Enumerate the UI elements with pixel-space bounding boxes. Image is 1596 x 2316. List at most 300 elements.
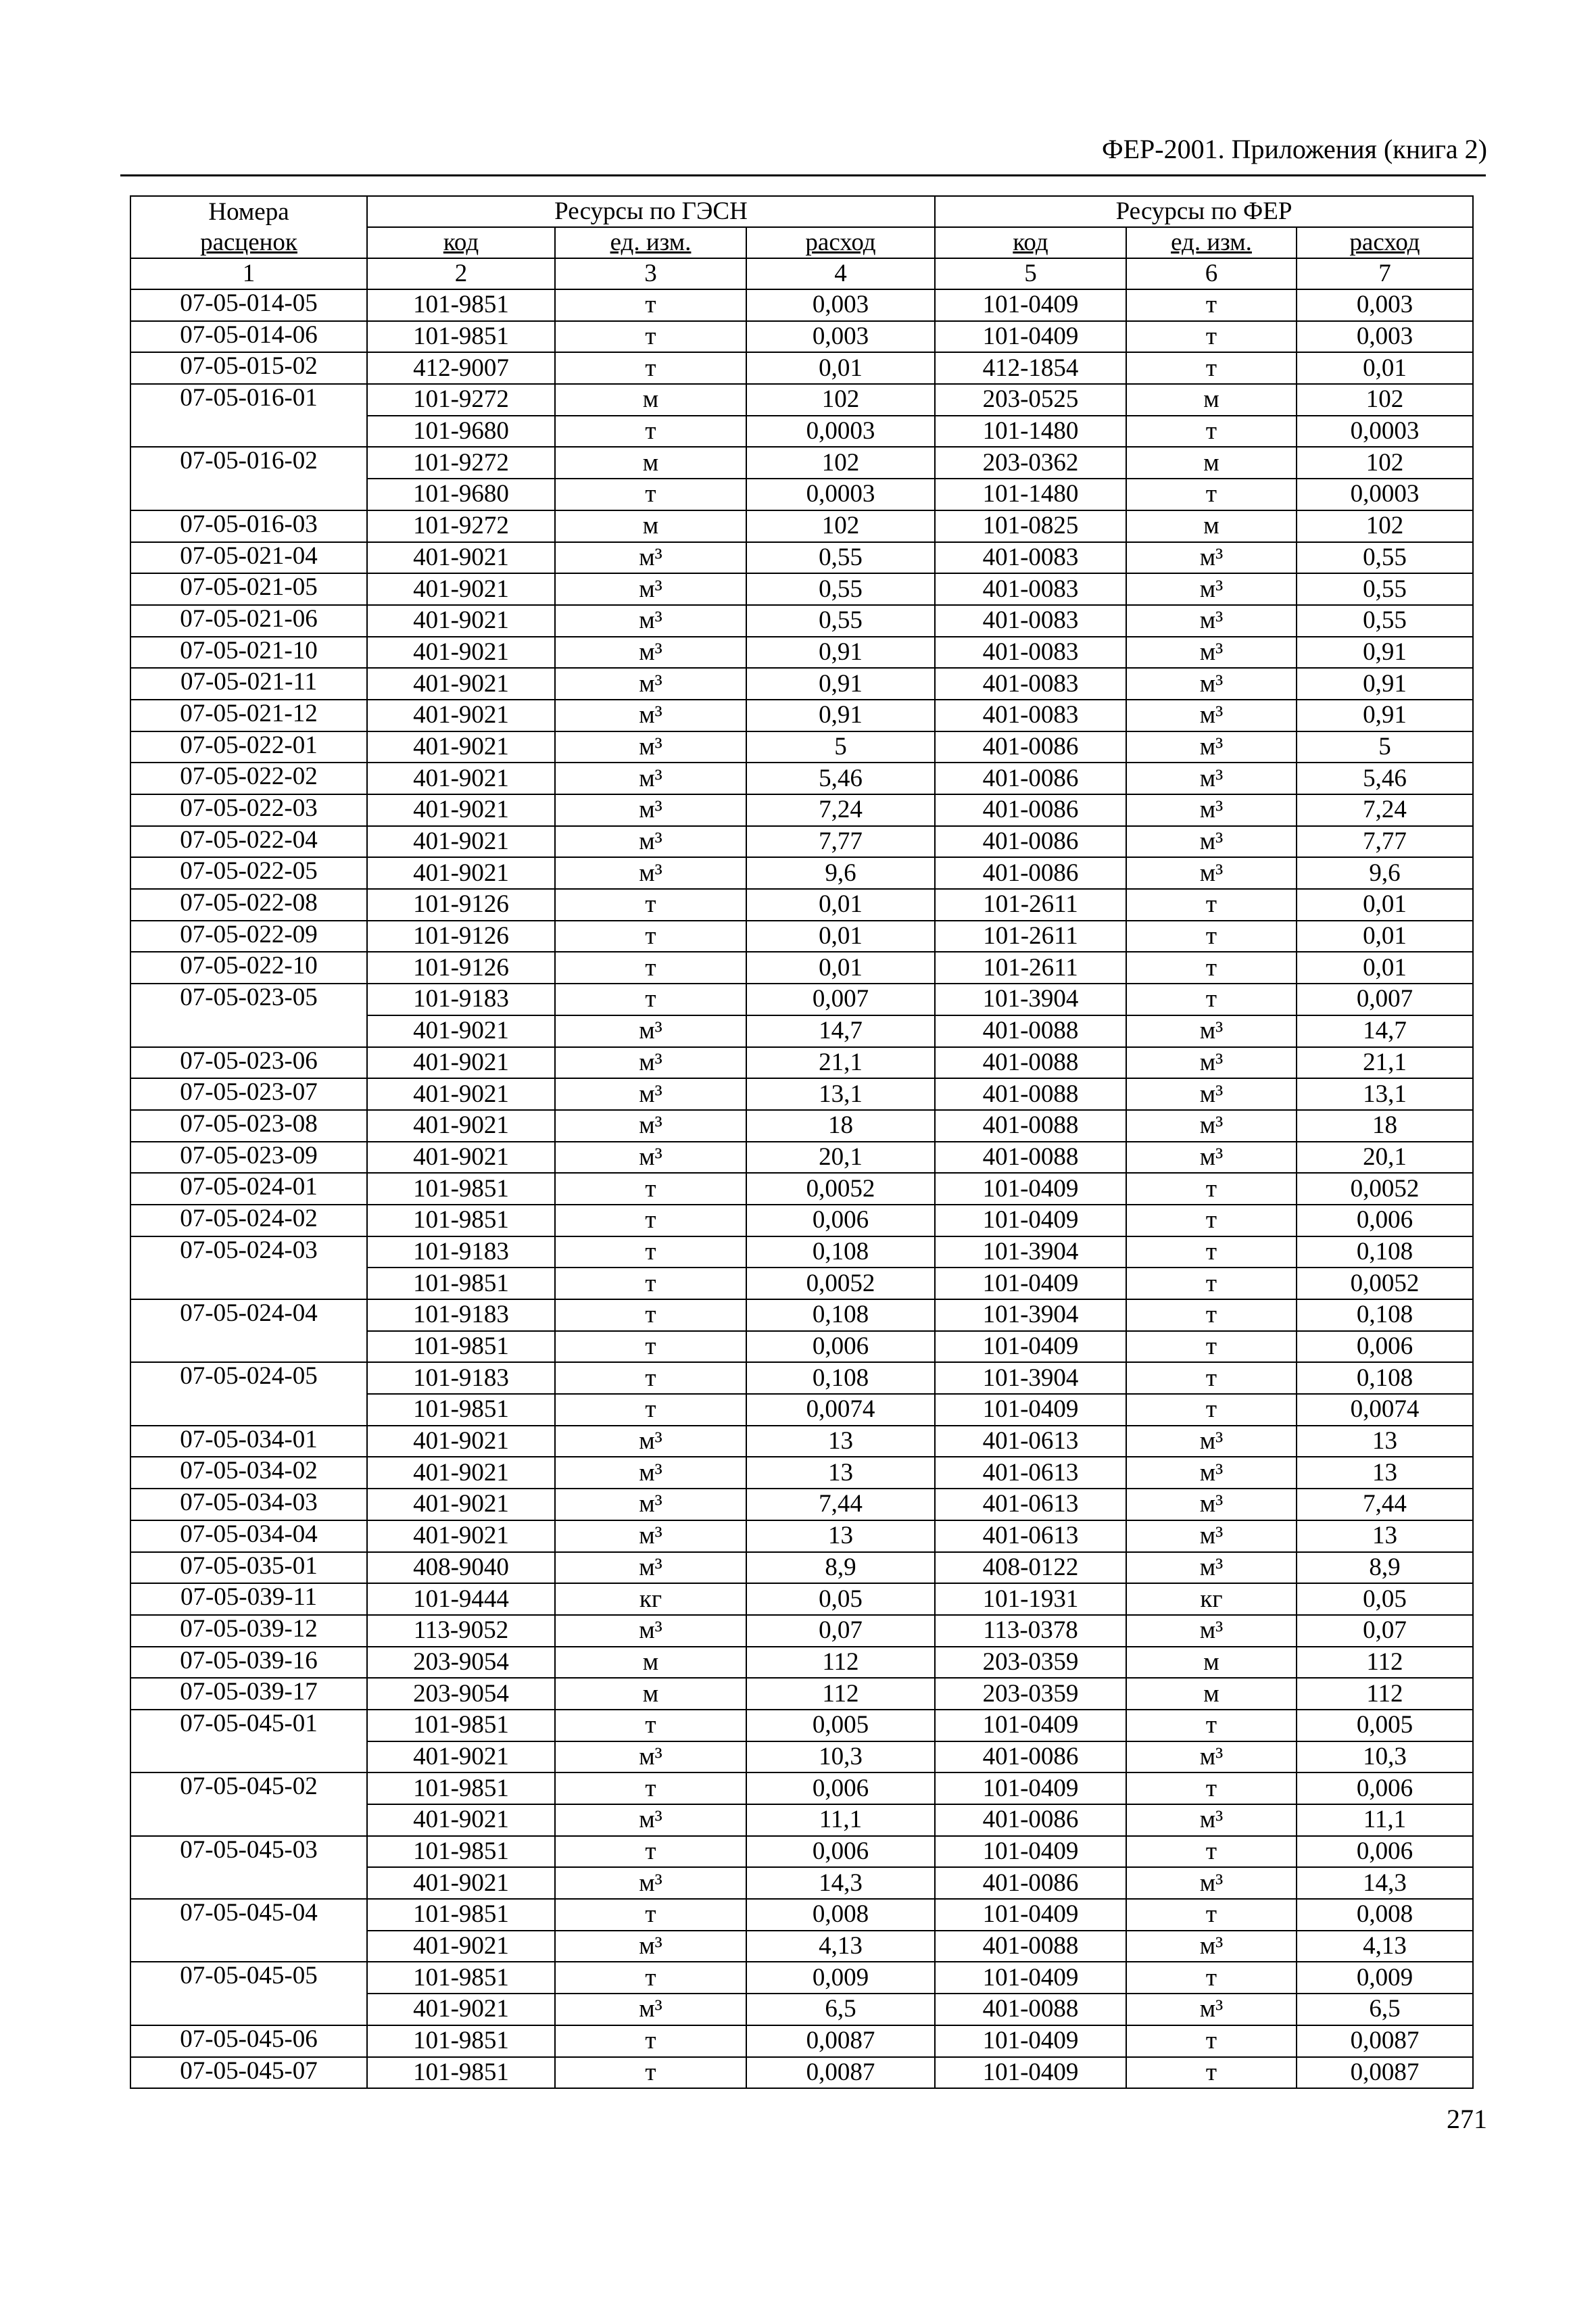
gesn-unit-cell: т xyxy=(555,1394,746,1426)
gesn-unit-cell: т xyxy=(555,479,746,510)
gesn-qty-cell: 0,0003 xyxy=(746,416,935,448)
gesn-unit-cell: т xyxy=(555,1962,746,1994)
fer-unit-cell: т xyxy=(1126,289,1297,321)
rate-number-cell: 07-05-024-05 xyxy=(130,1362,367,1394)
rate-number-cell: 07-05-021-12 xyxy=(130,700,367,731)
gesn-code-cell: 401-9021 xyxy=(367,1804,555,1836)
fer-code-cell: 401-0088 xyxy=(935,1015,1126,1047)
gesn-code-cell: 401-9021 xyxy=(367,1457,555,1489)
gesn-code-cell: 101-9851 xyxy=(367,1772,555,1804)
gesn-code-cell: 101-9126 xyxy=(367,952,555,984)
fer-code-cell: 101-0409 xyxy=(935,2025,1126,2057)
rate-number-cell xyxy=(130,416,367,448)
gesn-unit-cell: т xyxy=(555,289,746,321)
gesn-qty-cell: 102 xyxy=(746,384,935,416)
fer-unit-cell: м³ xyxy=(1126,700,1297,731)
gesn-unit-cell: т xyxy=(555,921,746,952)
fer-qty-cell: 0,003 xyxy=(1297,321,1473,353)
rates-header-label: расценок xyxy=(200,228,297,256)
fer-code-cell: 401-0088 xyxy=(935,1994,1126,2025)
gesn-qty-header xyxy=(746,227,935,258)
gesn-unit-cell: м³ xyxy=(555,763,746,794)
gesn-unit-cell: м³ xyxy=(555,1994,746,2025)
gesn-unit-cell: м³ xyxy=(555,637,746,669)
fer-qty-cell: 0,108 xyxy=(1297,1362,1473,1394)
fer-qty-cell: 0,07 xyxy=(1297,1615,1473,1647)
fer-qty-cell: 0,91 xyxy=(1297,700,1473,731)
fer-qty-cell: 18 xyxy=(1297,1110,1473,1142)
gesn-code-cell: 401-9021 xyxy=(367,1078,555,1110)
gesn-qty-label: расход xyxy=(805,228,876,256)
gesn-code-cell: 401-9021 xyxy=(367,1520,555,1552)
header-row-1 xyxy=(130,196,1473,227)
fer-qty-cell: 0,55 xyxy=(1297,573,1473,605)
fer-qty-cell: 8,9 xyxy=(1297,1552,1473,1584)
table-row xyxy=(130,1362,1473,1394)
gesn-code-cell: 101-9851 xyxy=(367,1268,555,1299)
gesn-unit-cell: м xyxy=(555,447,746,479)
gesn-code-cell: 101-9444 xyxy=(367,1583,555,1615)
fer-code-cell: 401-0086 xyxy=(935,1741,1126,1773)
gesn-qty-cell: 0,006 xyxy=(746,1836,935,1868)
fer-qty-cell: 0,0003 xyxy=(1297,416,1473,448)
table-row xyxy=(130,794,1473,826)
table-row xyxy=(130,1867,1473,1899)
gesn-unit-cell: т xyxy=(555,1205,746,1236)
gesn-code-cell: 101-9851 xyxy=(367,1962,555,1994)
table-row xyxy=(130,1520,1473,1552)
gesn-unit-cell: м³ xyxy=(555,1931,746,1962)
gesn-code-cell: 401-9021 xyxy=(367,1015,555,1047)
gesn-qty-cell: 8,9 xyxy=(746,1552,935,1584)
table-row xyxy=(130,289,1473,321)
table-row xyxy=(130,1047,1473,1079)
rate-number-cell: 07-05-045-02 xyxy=(130,1772,367,1804)
fer-code-cell: 401-0613 xyxy=(935,1489,1126,1520)
gesn-code-header xyxy=(367,227,555,258)
gesn-code-cell: 101-9851 xyxy=(367,2025,555,2057)
fer-qty-cell: 21,1 xyxy=(1297,1047,1473,1079)
gesn-qty-cell: 0,05 xyxy=(746,1583,935,1615)
gesn-qty-cell: 0,0087 xyxy=(746,2057,935,2089)
gesn-qty-cell: 0,01 xyxy=(746,352,935,384)
fer-code-cell: 401-0086 xyxy=(935,1867,1126,1899)
fer-code-cell: 101-0409 xyxy=(935,1710,1126,1741)
rate-number-cell: 07-05-022-05 xyxy=(130,857,367,889)
gesn-code-cell: 101-9272 xyxy=(367,447,555,479)
fer-code-cell: 401-0083 xyxy=(935,573,1126,605)
fer-qty-cell: 0,0074 xyxy=(1297,1394,1473,1426)
fer-unit-cell: т xyxy=(1126,1299,1297,1331)
rate-number-cell: 07-05-039-16 xyxy=(130,1647,367,1679)
fer-unit-header xyxy=(1126,227,1297,258)
gesn-qty-cell: 0,55 xyxy=(746,605,935,637)
gesn-unit-cell: т xyxy=(555,1772,746,1804)
gesn-qty-cell: 7,24 xyxy=(746,794,935,826)
fer-code-cell: 401-0086 xyxy=(935,794,1126,826)
table-row xyxy=(130,447,1473,479)
gesn-qty-cell: 18 xyxy=(746,1110,935,1142)
fer-qty-cell: 0,01 xyxy=(1297,952,1473,984)
fer-code-cell: 401-0088 xyxy=(935,1931,1126,1962)
fer-qty-label: расход xyxy=(1349,228,1420,256)
fer-code-cell: 101-0409 xyxy=(935,1173,1126,1205)
gesn-code-cell: 401-9021 xyxy=(367,857,555,889)
rate-number-cell: 07-05-021-05 xyxy=(130,573,367,605)
rate-number-cell xyxy=(130,1394,367,1426)
gesn-unit-cell: м xyxy=(555,1647,746,1679)
fer-unit-cell: т xyxy=(1126,1268,1297,1299)
table-row xyxy=(130,1804,1473,1836)
fer-unit-cell: м³ xyxy=(1126,605,1297,637)
gesn-qty-cell: 0,003 xyxy=(746,321,935,353)
gesn-qty-cell: 0,91 xyxy=(746,668,935,700)
fer-unit-cell: т xyxy=(1126,2057,1297,2089)
table-row xyxy=(130,1299,1473,1331)
fer-qty-cell: 0,0087 xyxy=(1297,2057,1473,2089)
gesn-unit-cell: т xyxy=(555,1899,746,1931)
rate-number-cell xyxy=(130,1931,367,1962)
gesn-qty-cell: 0,55 xyxy=(746,542,935,574)
table-row xyxy=(130,479,1473,510)
fer-code-cell: 101-1480 xyxy=(935,416,1126,448)
gesn-qty-cell: 0,01 xyxy=(746,921,935,952)
table-row xyxy=(130,1994,1473,2025)
gesn-unit-cell: м³ xyxy=(555,1615,746,1647)
rate-number-cell: 07-05-024-04 xyxy=(130,1299,367,1331)
gesn-code-cell: 401-9021 xyxy=(367,1741,555,1773)
gesn-qty-cell: 0,008 xyxy=(746,1899,935,1931)
gesn-unit-label: ед. изм. xyxy=(610,228,692,256)
gesn-group-header: Ресурсы по ГЭСН xyxy=(367,196,935,227)
gesn-code-cell: 401-9021 xyxy=(367,605,555,637)
fer-unit-cell: м³ xyxy=(1126,542,1297,574)
fer-unit-cell: м³ xyxy=(1126,1867,1297,1899)
gesn-unit-cell: м³ xyxy=(555,826,746,858)
gesn-code-cell: 203-9054 xyxy=(367,1647,555,1679)
fer-qty-cell: 11,1 xyxy=(1297,1804,1473,1836)
table-row xyxy=(130,1015,1473,1047)
fer-code-cell: 101-3904 xyxy=(935,1362,1126,1394)
col-number: 7 xyxy=(1297,258,1473,289)
rate-number-cell: 07-05-023-08 xyxy=(130,1110,367,1142)
gesn-code-cell: 101-9851 xyxy=(367,1710,555,1741)
gesn-qty-cell: 7,44 xyxy=(746,1489,935,1520)
gesn-unit-cell: т xyxy=(555,321,746,353)
gesn-unit-cell: м³ xyxy=(555,1804,746,1836)
fer-qty-cell: 0,006 xyxy=(1297,1836,1473,1868)
fer-code-cell: 101-0409 xyxy=(935,1268,1126,1299)
gesn-qty-cell: 9,6 xyxy=(746,857,935,889)
table-row xyxy=(130,605,1473,637)
rates-header-bottom xyxy=(130,227,367,258)
gesn-code-cell: 101-9183 xyxy=(367,984,555,1015)
fer-unit-cell: м xyxy=(1126,384,1297,416)
gesn-code-cell: 401-9021 xyxy=(367,1489,555,1520)
gesn-qty-cell: 0,91 xyxy=(746,700,935,731)
gesn-code-cell: 401-9021 xyxy=(367,731,555,763)
gesn-unit-cell: м³ xyxy=(555,668,746,700)
rate-number-cell: 07-05-022-04 xyxy=(130,826,367,858)
fer-code-cell: 408-0122 xyxy=(935,1552,1126,1584)
fer-unit-cell: м³ xyxy=(1126,1015,1297,1047)
fer-code-cell: 101-3904 xyxy=(935,984,1126,1015)
fer-code-cell: 401-0086 xyxy=(935,826,1126,858)
gesn-qty-cell: 0,01 xyxy=(746,952,935,984)
rate-number-cell: 07-05-045-03 xyxy=(130,1836,367,1868)
rate-number-cell xyxy=(130,1741,367,1773)
rate-number-cell: 07-05-021-10 xyxy=(130,637,367,669)
gesn-unit-cell: м xyxy=(555,510,746,542)
rate-number-cell: 07-05-016-01 xyxy=(130,384,367,416)
table-row xyxy=(130,668,1473,700)
gesn-code-cell: 401-9021 xyxy=(367,1994,555,2025)
gesn-qty-cell: 0,01 xyxy=(746,889,935,921)
gesn-unit-cell: т xyxy=(555,1836,746,1868)
fer-qty-cell: 0,003 xyxy=(1297,289,1473,321)
rate-number-cell xyxy=(130,1994,367,2025)
table-row xyxy=(130,1268,1473,1299)
fer-qty-cell: 10,3 xyxy=(1297,1741,1473,1773)
fer-qty-cell: 0,006 xyxy=(1297,1205,1473,1236)
gesn-code-cell: 101-9680 xyxy=(367,479,555,510)
rate-number-cell: 07-05-039-11 xyxy=(130,1583,367,1615)
rate-number-cell xyxy=(130,1331,367,1363)
gesn-qty-cell: 6,5 xyxy=(746,1994,935,2025)
gesn-unit-cell: м³ xyxy=(555,700,746,731)
gesn-code-cell: 101-9851 xyxy=(367,1173,555,1205)
fer-code-cell: 203-0359 xyxy=(935,1678,1126,1710)
fer-code-cell: 401-0088 xyxy=(935,1110,1126,1142)
gesn-unit-cell: м³ xyxy=(555,731,746,763)
gesn-code-cell: 412-9007 xyxy=(367,352,555,384)
rate-number-cell: 07-05-034-01 xyxy=(130,1426,367,1457)
fer-code-cell: 101-0409 xyxy=(935,321,1126,353)
gesn-unit-cell: м³ xyxy=(555,1552,746,1584)
gesn-code-cell: 401-9021 xyxy=(367,668,555,700)
gesn-code-cell: 101-9126 xyxy=(367,889,555,921)
fer-qty-cell: 0,008 xyxy=(1297,1899,1473,1931)
gesn-unit-cell: м³ xyxy=(555,794,746,826)
gesn-code-cell: 101-9851 xyxy=(367,1899,555,1931)
gesn-qty-cell: 14,7 xyxy=(746,1015,935,1047)
rate-number-cell: 07-05-022-09 xyxy=(130,921,367,952)
fer-unit-cell: т xyxy=(1126,1173,1297,1205)
gesn-code-cell: 101-9183 xyxy=(367,1299,555,1331)
rate-number-cell xyxy=(130,1867,367,1899)
fer-qty-cell: 0,108 xyxy=(1297,1236,1473,1268)
rate-number-cell xyxy=(130,1268,367,1299)
rate-number-cell: 07-05-022-01 xyxy=(130,731,367,763)
fer-code-cell: 101-0825 xyxy=(935,510,1126,542)
fer-qty-cell: 20,1 xyxy=(1297,1142,1473,1174)
gesn-qty-cell: 0,108 xyxy=(746,1299,935,1331)
table-row xyxy=(130,573,1473,605)
table-row xyxy=(130,1741,1473,1773)
rate-number-cell: 07-05-015-02 xyxy=(130,352,367,384)
gesn-code-cell: 101-9851 xyxy=(367,321,555,353)
table-row xyxy=(130,510,1473,542)
gesn-unit-cell: м³ xyxy=(555,1741,746,1773)
rate-number-cell: 07-05-034-04 xyxy=(130,1520,367,1552)
fer-qty-cell: 0,01 xyxy=(1297,352,1473,384)
gesn-code-cell: 113-9052 xyxy=(367,1615,555,1647)
fer-qty-cell: 4,13 xyxy=(1297,1931,1473,1962)
fer-code-cell: 401-0613 xyxy=(935,1520,1126,1552)
fer-code-cell: 101-3904 xyxy=(935,1236,1126,1268)
gesn-qty-cell: 5,46 xyxy=(746,763,935,794)
fer-unit-cell: т xyxy=(1126,1331,1297,1363)
gesn-unit-cell: м xyxy=(555,384,746,416)
rate-number-cell: 07-05-014-05 xyxy=(130,289,367,321)
rate-number-cell: 07-05-045-04 xyxy=(130,1899,367,1931)
gesn-unit-cell: м³ xyxy=(555,1142,746,1174)
rate-number-cell: 07-05-023-05 xyxy=(130,984,367,1015)
fer-unit-cell: т xyxy=(1126,1899,1297,1931)
gesn-unit-cell: м³ xyxy=(555,573,746,605)
gesn-code-cell: 401-9021 xyxy=(367,1931,555,1962)
resources-table xyxy=(130,195,1474,2089)
gesn-unit-cell: м³ xyxy=(555,1015,746,1047)
rate-number-cell: 07-05-024-02 xyxy=(130,1205,367,1236)
fer-qty-cell: 0,005 xyxy=(1297,1710,1473,1741)
gesn-unit-cell: м³ xyxy=(555,1867,746,1899)
running-header: ФЕР-2001. Приложения (книга 2) xyxy=(1102,134,1487,164)
fer-code-cell: 412-1854 xyxy=(935,352,1126,384)
gesn-unit-cell: м³ xyxy=(555,857,746,889)
gesn-unit-cell: т xyxy=(555,2057,746,2089)
gesn-code-cell: 401-9021 xyxy=(367,700,555,731)
fer-qty-cell: 0,0052 xyxy=(1297,1268,1473,1299)
header-rule xyxy=(120,174,1486,176)
header-row-2 xyxy=(130,227,1473,258)
gesn-unit-cell: т xyxy=(555,1173,746,1205)
table-row xyxy=(130,2025,1473,2057)
fer-code-cell: 101-2611 xyxy=(935,952,1126,984)
rate-number-cell: 07-05-014-06 xyxy=(130,321,367,353)
gesn-unit-cell: т xyxy=(555,1710,746,1741)
gesn-qty-cell: 0,0087 xyxy=(746,2025,935,2057)
fer-unit-cell: м³ xyxy=(1126,1615,1297,1647)
fer-unit-cell: т xyxy=(1126,889,1297,921)
gesn-unit-cell: м³ xyxy=(555,542,746,574)
fer-code-cell: 101-1480 xyxy=(935,479,1126,510)
rate-number-cell xyxy=(130,1804,367,1836)
rate-number-cell: 07-05-022-03 xyxy=(130,794,367,826)
fer-code-cell: 101-0409 xyxy=(935,2057,1126,2089)
table-row xyxy=(130,700,1473,731)
fer-unit-cell: м³ xyxy=(1126,1457,1297,1489)
fer-code-cell: 101-0409 xyxy=(935,1394,1126,1426)
rate-number-cell xyxy=(130,479,367,510)
gesn-code-cell: 101-9272 xyxy=(367,384,555,416)
fer-unit-cell: м xyxy=(1126,1647,1297,1679)
fer-code-label: код xyxy=(1013,228,1048,256)
fer-code-cell: 113-0378 xyxy=(935,1615,1126,1647)
gesn-qty-cell: 112 xyxy=(746,1678,935,1710)
rate-number-cell: 07-05-021-11 xyxy=(130,668,367,700)
gesn-qty-cell: 0,0003 xyxy=(746,479,935,510)
table-row xyxy=(130,1173,1473,1205)
fer-unit-cell: т xyxy=(1126,1772,1297,1804)
fer-unit-cell: т xyxy=(1126,1362,1297,1394)
fer-qty-cell: 0,0052 xyxy=(1297,1173,1473,1205)
table-row xyxy=(130,384,1473,416)
fer-qty-cell: 0,01 xyxy=(1297,889,1473,921)
gesn-qty-cell: 0,006 xyxy=(746,1772,935,1804)
gesn-code-cell: 101-9851 xyxy=(367,2057,555,2089)
fer-qty-cell: 102 xyxy=(1297,447,1473,479)
rate-number-cell: 07-05-022-02 xyxy=(130,763,367,794)
fer-qty-cell: 13,1 xyxy=(1297,1078,1473,1110)
gesn-code-cell: 101-9183 xyxy=(367,1236,555,1268)
table-row xyxy=(130,1110,1473,1142)
gesn-unit-cell: м³ xyxy=(555,605,746,637)
table-row xyxy=(130,1583,1473,1615)
gesn-unit-cell: т xyxy=(555,952,746,984)
fer-code-header xyxy=(935,227,1126,258)
fer-code-cell: 401-0086 xyxy=(935,857,1126,889)
fer-unit-cell: м³ xyxy=(1126,794,1297,826)
table-row xyxy=(130,1457,1473,1489)
gesn-unit-cell: кг xyxy=(555,1583,746,1615)
gesn-code-cell: 401-9021 xyxy=(367,542,555,574)
gesn-unit-cell: т xyxy=(555,1236,746,1268)
table-row xyxy=(130,352,1473,384)
gesn-unit-cell: т xyxy=(555,1268,746,1299)
rate-number-cell: 07-05-039-12 xyxy=(130,1615,367,1647)
fer-qty-cell: 5 xyxy=(1297,731,1473,763)
fer-code-cell: 401-0613 xyxy=(935,1426,1126,1457)
fer-code-cell: 401-0083 xyxy=(935,605,1126,637)
table-row xyxy=(130,1962,1473,1994)
fer-code-cell: 203-0362 xyxy=(935,447,1126,479)
fer-code-cell: 203-0359 xyxy=(935,1647,1126,1679)
fer-unit-cell: м xyxy=(1126,447,1297,479)
fer-code-cell: 101-0409 xyxy=(935,1205,1126,1236)
fer-qty-cell: 102 xyxy=(1297,510,1473,542)
fer-unit-cell: м³ xyxy=(1126,1489,1297,1520)
fer-qty-cell: 0,108 xyxy=(1297,1299,1473,1331)
fer-qty-cell: 112 xyxy=(1297,1678,1473,1710)
gesn-qty-cell: 20,1 xyxy=(746,1142,935,1174)
table-row xyxy=(130,1426,1473,1457)
table-row xyxy=(130,921,1473,952)
table-row xyxy=(130,2057,1473,2089)
fer-unit-cell: т xyxy=(1126,1236,1297,1268)
table-row xyxy=(130,321,1473,353)
fer-unit-cell: м³ xyxy=(1126,1078,1297,1110)
fer-unit-cell: т xyxy=(1126,1394,1297,1426)
gesn-unit-cell: т xyxy=(555,1331,746,1363)
fer-unit-cell: м³ xyxy=(1126,826,1297,858)
fer-unit-cell: м³ xyxy=(1126,1931,1297,1962)
col-number: 3 xyxy=(555,258,746,289)
gesn-unit-cell: м³ xyxy=(555,1047,746,1079)
fer-unit-cell: м³ xyxy=(1126,1520,1297,1552)
table-row xyxy=(130,1394,1473,1426)
fer-qty-cell: 112 xyxy=(1297,1647,1473,1679)
gesn-qty-cell: 0,0074 xyxy=(746,1394,935,1426)
fer-unit-cell: т xyxy=(1126,416,1297,448)
gesn-unit-cell: м³ xyxy=(555,1457,746,1489)
table-row xyxy=(130,1772,1473,1804)
rate-number-cell: 07-05-021-04 xyxy=(130,542,367,574)
fer-code-cell: 101-1931 xyxy=(935,1583,1126,1615)
gesn-code-cell: 401-9021 xyxy=(367,794,555,826)
fer-qty-cell: 0,006 xyxy=(1297,1331,1473,1363)
gesn-code-cell: 101-9851 xyxy=(367,289,555,321)
